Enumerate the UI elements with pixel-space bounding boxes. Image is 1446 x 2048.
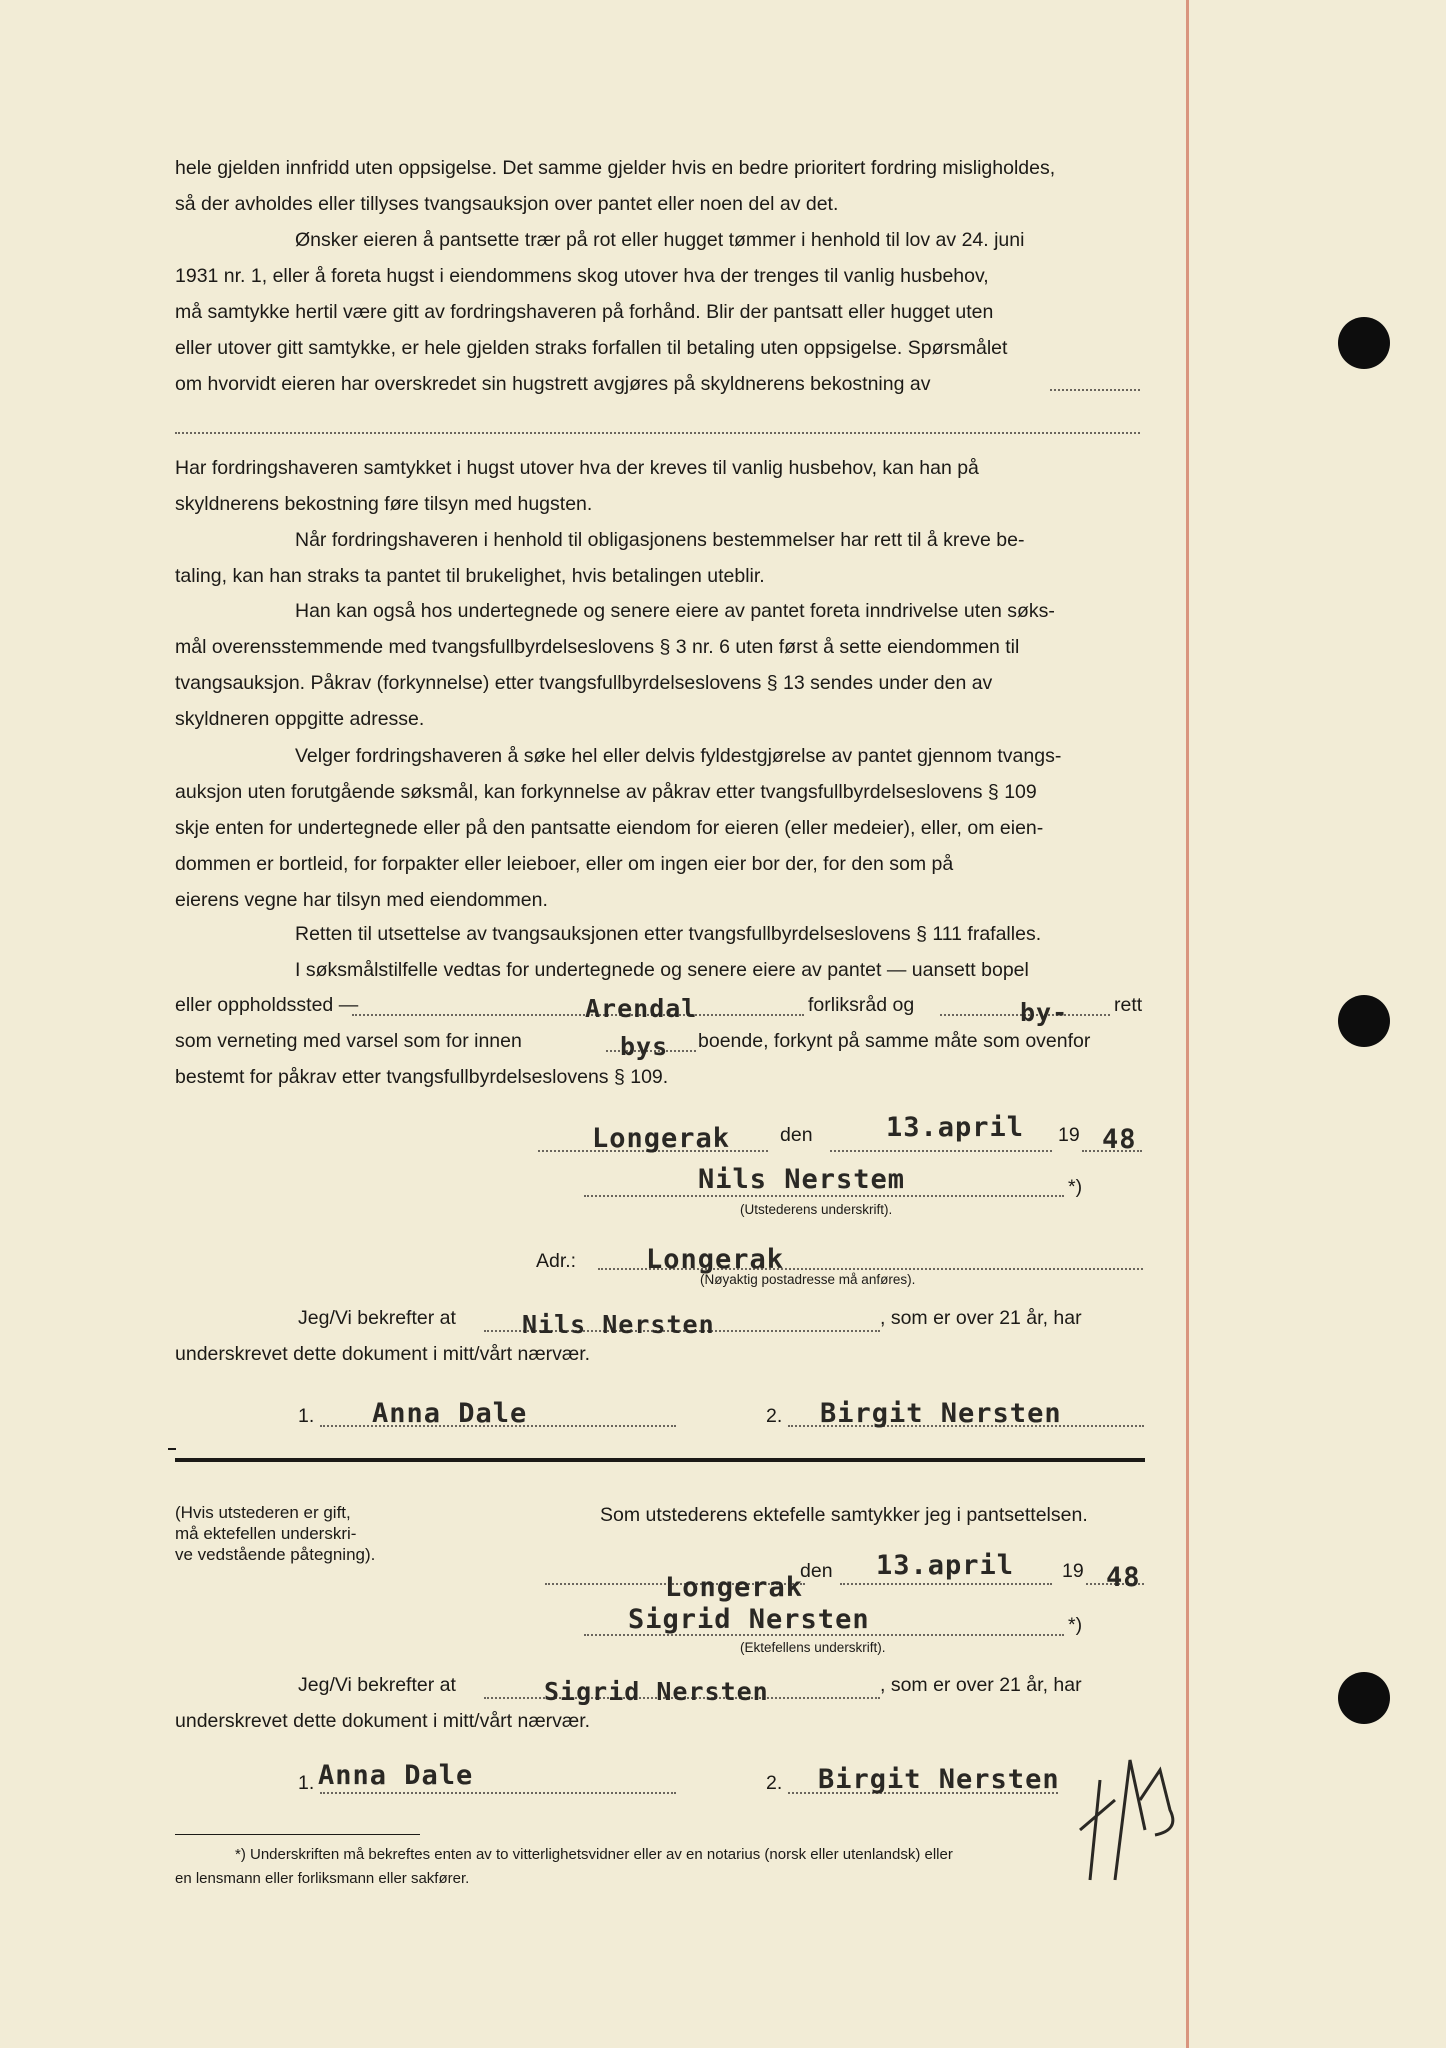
note-line: (Hvis utstederen er gift, [175, 1503, 351, 1522]
divider-tick [168, 1448, 176, 1450]
spouse-note [175, 1502, 375, 1565]
paragraph-default [175, 150, 1143, 222]
paragraph-timber [175, 222, 1143, 402]
venue-text: forliksråd og [808, 994, 915, 1016]
punch-hole [1338, 317, 1390, 369]
note-line: ve vedstående påtegning). [175, 1545, 376, 1564]
signature-line [584, 1195, 1064, 1197]
text-line: auksjon uten forutgående søksmål, kan forkynnelse av påkrav etter tvangsfullbyrdelseslovens § 109 [175, 781, 1037, 803]
venue-text: eller oppholdssted — [175, 994, 359, 1016]
signature-caption: (Ektefellens underskrift). [740, 1640, 886, 1655]
date-label: den [780, 1124, 813, 1146]
witness-signature: Anna Dale [372, 1398, 528, 1429]
text-line: I søksmålstilfelle vedtas for undertegnede og senere eiere av pantet — uansett bopel [295, 959, 1029, 981]
text-line: tvangsauksjon. Påkrav (forkynnelse) etter tvangsfullbyrdelseslovens § 13 sendes under den av [175, 672, 993, 694]
witness-number: 2. [766, 1772, 783, 1794]
blank-line [352, 1014, 804, 1016]
text-line: skyldneren oppgitte adresse. [175, 708, 425, 730]
text-line: eierens vegne har tilsyn med eiendommen. [175, 889, 548, 911]
text-line: Retten til utsettelse av tvangsauksjonen etter tvangsfullbyrdelseslovens § 111 frafalles. [295, 923, 1042, 945]
handwritten-address: Longerak [646, 1244, 785, 1275]
initials-scribble [1060, 1740, 1190, 1890]
handwritten-name: Sigrid Nersten [544, 1677, 769, 1706]
paragraph-supervision [175, 450, 1143, 522]
footnote [175, 1843, 953, 1891]
text-line: taling, kan han straks ta pantet til brukelighet, hvis betalingen uteblir. [175, 565, 765, 587]
venue-text: rett [1114, 994, 1143, 1016]
year-prefix: 19 [1062, 1560, 1084, 1582]
handwritten-year: 48 [1102, 1124, 1137, 1155]
blank-line [175, 432, 1140, 434]
confirm-text: , som er over 21 år, har [880, 1307, 1082, 1329]
spouse-signature: Sigrid Nersten [628, 1604, 870, 1635]
witness-number: 2. [766, 1405, 783, 1427]
footnote-line: en lensmann eller forliksmann eller sakfører. [175, 1870, 470, 1887]
text-line: Velger fordringshaveren å søke hel eller delvis fyldestgjørelse av pantet gjennom tvangs- [295, 745, 1062, 767]
paragraph-waiver [175, 916, 1143, 988]
confirm-text: Jeg/Vi bekrefter at [298, 1307, 456, 1329]
confirm-text: underskrevet dette dokument i mitt/vårt nærvær. [175, 1710, 591, 1732]
text-line: Har fordringshaveren samtykket i hugst utover hva der kreves til vanlig husbehov, kan han på [175, 457, 979, 479]
handwritten-by: by- [1020, 998, 1069, 1027]
footnote-rule [175, 1834, 420, 1835]
confirm-text: underskrevet dette dokument i mitt/vårt nærvær. [175, 1343, 591, 1365]
text-line: må samtykke hertil være gitt av fordringshaveren på forhånd. Blir der pantsatt eller hugget uten [175, 301, 994, 323]
venue-text: boende, forkynt på samme måte som ovenfor [698, 1030, 1091, 1052]
witness-signature: Birgit Nersten [820, 1398, 1062, 1429]
witness-number: 1. [298, 1772, 315, 1794]
punch-hole [1338, 1672, 1390, 1724]
confirm-text: Jeg/Vi bekrefter at [298, 1674, 456, 1696]
text-line: Når fordringshaveren i henhold til obligasjonens bestemmelser har rett til å kreve be- [295, 529, 1025, 551]
consent-text: Som utstederens ektefelle samtykker jeg i pantsettelsen. [600, 1504, 1088, 1526]
venue-text: bestemt for påkrav etter tvangsfullbyrdelseslovens § 109. [175, 1066, 669, 1088]
note-line: må ektefellen underskri- [175, 1524, 357, 1543]
blank-line [830, 1150, 1052, 1152]
handwritten-name: Nils Nersten [522, 1310, 715, 1339]
text-line: Ønsker eieren å pantsette trær på rot eller hugget tømmer i henhold til lov av 24. juni [295, 229, 1025, 251]
footnote-mark: *) [1068, 1614, 1083, 1636]
date-label: den [800, 1560, 833, 1582]
handwritten-date: 13.april [876, 1550, 1015, 1581]
text-line: hele gjelden innfridd uten oppsigelse. Det samme gjelder hvis en bedre prioritert fordring misligholdes, [175, 157, 1056, 179]
witness-number: 1. [298, 1405, 315, 1427]
witness-line [320, 1792, 676, 1794]
text-line: om hvorvidt eieren har overskredet sin hugstrett avgjøres på skyldnerens bekostning av [175, 373, 931, 395]
footnote-line: *) Underskriften må bekreftes enten av to vitterlighetsvidner eller av en notarius (norsk eller utenlandsk) eller [235, 1846, 953, 1863]
text-line: så der avholdes eller tillyses tvangsauksjon over pantet eller noen del av det. [175, 193, 839, 215]
punch-hole [1338, 995, 1390, 1047]
address-caption: (Nøyaktig postadresse må anføres). [700, 1272, 916, 1287]
handwritten-place: Longerak [592, 1123, 731, 1154]
handwritten-bys: bys [620, 1032, 669, 1061]
text-line: mål overensstemmende med tvangsfullbyrdelseslovens § 3 nr. 6 uten først å sette eiendommen til [175, 636, 1020, 658]
text-line: Han kan også hos undertegnede og senere eiere av pantet foreta inndrivelse uten søks- [295, 600, 1055, 622]
text-line: skje enten for undertegnede eller på den pantsatte eiendom for eieren (eller medeier), eller, om eien- [175, 817, 1044, 839]
text-line: dommen er bortleid, for forpakter eller leieboer, eller om ingen eier bor der, for den som på [175, 853, 954, 875]
text-line: eller utover gitt samtykke, er hele gjelden straks forfallen til betaling uten oppsigelse. Spørsmålet [175, 337, 1008, 359]
issuer-signature: Nils Nerstem [698, 1164, 906, 1195]
text-line: skyldnerens bekostning føre tilsyn med hugsten. [175, 493, 593, 515]
witness-signature: Anna Dale [318, 1760, 474, 1791]
paragraph-auction [175, 738, 1143, 918]
text-line: 1931 nr. 1, eller å foreta hugst i eiendommens skog utover hva der trenges til vanlig husbehov, [175, 265, 989, 287]
paragraph-usage [175, 522, 1143, 594]
section-divider [175, 1458, 1145, 1462]
handwritten-place: Longerak [665, 1572, 804, 1603]
handwritten-date: 13.april [886, 1112, 1025, 1143]
year-prefix: 19 [1058, 1124, 1080, 1146]
address-label: Adr.: [536, 1250, 577, 1272]
paragraph-collection [175, 593, 1143, 737]
blank-line [1050, 389, 1140, 391]
blank-line [840, 1583, 1052, 1585]
handwritten-town: Arendal [585, 994, 698, 1023]
confirm-text: , som er over 21 år, har [880, 1674, 1082, 1696]
signature-caption: (Utstederens underskrift). [740, 1202, 893, 1217]
footnote-mark: *) [1068, 1176, 1083, 1198]
venue-text: som verneting med varsel som for innen [175, 1030, 522, 1052]
handwritten-year: 48 [1106, 1562, 1141, 1593]
witness-signature: Birgit Nersten [818, 1764, 1060, 1795]
